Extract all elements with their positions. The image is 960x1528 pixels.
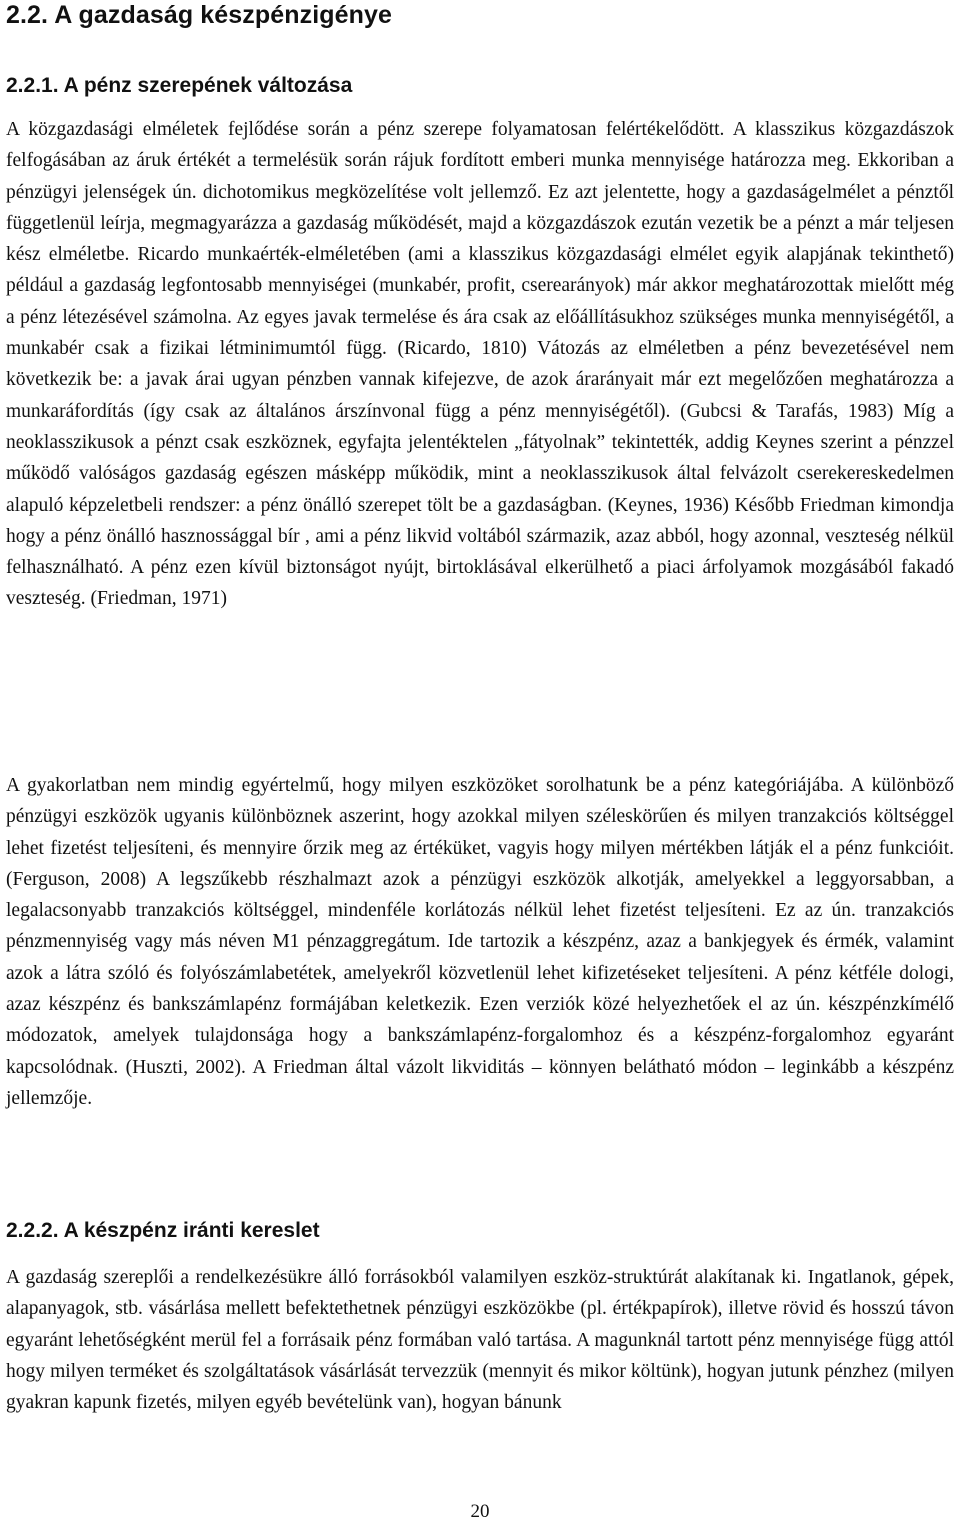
subsection-heading-2: 2.2.2. A készpénz iránti kereslet: [6, 1219, 320, 1242]
section-heading: 2.2. A gazdaság készpénzigénye: [6, 1, 393, 29]
body-paragraph-2: A gyakorlatban nem mindig egyértelmű, hogy milyen eszközöket sorolhatunk be a pénz kategóriájába. A különböző pénzügyi eszközök ugyanis különböznek aszerint, hogy azokkal milyen széleskörűen és milyen tranzakciós költséggel lehet fizetést teljesíteni, és mennyire őrzik meg az értéküket, vagyis hogy milyen mértékben látják el a pénz funkcióit. (Ferguson, 2008) A legszűkebb részhalmazt azok a pénzügyi eszközök alkotják, amelyekkel a leggyorsabban, a legalacsonyabb tranzakciós költséggel, mindenféle korlátozás nélkül lehet fizetést teljesíteni. Ez az ún. tranzakciós pénzmennyiség vagy más néven M1 pénzaggregátum. Ide tartozik a készpénz, azaz a bankjegyek és érmék, valamint azok a látra szóló és folyószámlabetétek, amelyekről közvetlenül lehet kifizetéseket teljesíteni. A pénz kétféle dologi, azaz készpénz és bankszámlapénz formájában keletkezik. Ezen verziók közé helyezhetőek el az ún. készpénzkímélő módozatok, amelyek tulajdonsága hogy a bankszámlapénz-forgalomhoz és a készpénz-forgalomhoz egyaránt kapcsolódnak. (Huszti, 2002). A Friedman által vázolt likviditás – könnyen belátható módon – leginkább a készpénz jellemzője.: [6, 775, 954, 1109]
subsection-heading-1: 2.2.1. A pénz szerepének változása: [6, 74, 353, 97]
body-paragraph-3: A gazdaság szereplői a rendelkezésükre álló forrásokból valamilyen eszköz-struktúrát alakítanak ki. Ingatlanok, gépek, alapanyagok, stb. vásárlása mellett befektethetnek pénzügyi eszközökbe (pl. értékpapírok), illetve rövid és hosszú távon egyaránt lehetőségként merül fel a forrásaik pénz formában való tartása. A magunknál tartott pénz mennyisége függ attól hogy milyen terméket és szolgáltatások vásárlását tervezzük (mennyit és mikor költünk), hogyan jutunk pénzhez (milyen gyakran kapunk fizetés, milyen egyéb bevételünk van), hogyan bánunk: [6, 1267, 954, 1414]
body-paragraph-1: A közgazdasági elméletek fejlődése során a pénz szerepe folyamatosan felértékelődött. A klasszikus közgazdászok felfogásában az áruk értékét a termelésük során rájuk fordított emberi munka mennyisége határozza meg. Ekkoriban a pénzügyi jelenségek ún. dichotomikus megközelítése volt jellemző. Ez azt jelentette, hogy a gazdaságelmélet a pénztől függetlenül leírja, megmagyarázza a gazdaság működését, majd a közgazdászok ezután vezetik be a pénzt a már teljesen kész elméletbe. Ricardo munkaérték-elméletében (ami a klasszikus közgazdasági elmélet egyik alapjának tekinthető) például a gazdaság legfontosabb mennyiségei (munkabér, profit, cserearányok) már akkor meghatározottak mielőtt még a pénz létezésével számolna. Az egyes javak termelése és ára csak az előállításukhoz szükséges munka mennyiségétől, a munkabér csak a fizikai létminimumtól függ. (Ricardo, 1810) Vátozás az elméletben a pénz bevezetésével nem következik be: a javak árai ugyan pénzben vannak kifejezve, de azok árarányait már ezt megelőzően meghatározza a munkaráfordítás (így csak az általános árszínvonal függ a pénz mennyiségétől). (Gubcsi & Tarafás, 1983) Míg a neoklasszikusok a pénzt csak eszköznek, egyfajta jelentéktelen „fátyolnak” tekintették, addig Keynes szerint a pénzzel működő valóságos gazdaság egészen másképp működik, mint a neoklasszikusok által felvázolt cserekereskedelmen alapuló képzeletbeli rendszer: a pénz önálló szerepet tölt be a gazdaságban. (Keynes, 1936) Később Friedman kimondja hogy a pénz önálló hasznossággal bír , ami a pénz likvid voltából származik, azaz abból, hogy azonnal, veszteség nélkül felhasználható. A pénz ezen kívül biztonságot nyújt, birtoklásával elkerülhető a piaci árfolyamok mozgásából fakadó veszteség. (Friedman, 1971): [6, 119, 954, 610]
page-number: 20: [470, 1501, 490, 1522]
